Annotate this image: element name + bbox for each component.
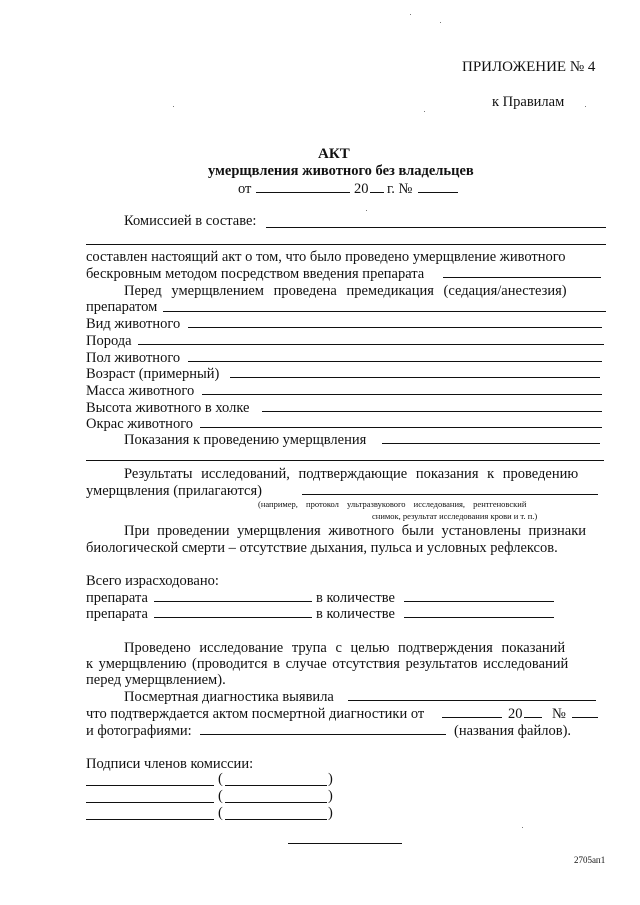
signature-line-1[interactable] [86, 785, 214, 786]
date-year: 20 [354, 181, 369, 197]
confirmed-number-blank[interactable] [572, 717, 598, 718]
autopsy-text-1: Проведено исследование трупа с целью подтверждения показаний [124, 640, 566, 656]
indications-blank-1[interactable] [382, 443, 600, 444]
drug-label-1: препарата [86, 590, 148, 606]
weight-blank[interactable] [202, 394, 602, 395]
signature-name-line-2[interactable] [225, 802, 327, 803]
results-text-1: Результаты исследований, подтверждающие показания к проведению [124, 466, 579, 482]
compiled-text-1: составлен настоящий акт о том, что было проведено умерщвление животного [86, 249, 566, 265]
postmortem-blank[interactable] [348, 700, 596, 701]
signatures-label: Подписи членов комиссии: [86, 756, 254, 772]
postmortem-label: Посмертная диагностика выявила [124, 689, 334, 705]
drug-blank[interactable] [443, 277, 601, 278]
indications-label: Показания к проведению умерщвления [124, 432, 367, 448]
confirmed-prefix: что подтверждается актом посмертной диагностики от [86, 706, 425, 722]
signature-name-open-2: ( [218, 788, 223, 804]
confirmed-year: 20 [508, 706, 523, 722]
drug-name-blank-1[interactable] [154, 601, 312, 602]
age-label: Возраст (примерный) [86, 366, 220, 382]
height-label: Высота животного в холке [86, 400, 250, 416]
scan-speck [585, 106, 586, 107]
doc-title: АКТ [318, 146, 350, 162]
sex-label: Пол животного [86, 350, 181, 366]
breed-label: Порода [86, 333, 132, 349]
drug-name-blank-2[interactable] [154, 617, 312, 618]
scan-speck [440, 22, 441, 23]
results-blank[interactable] [302, 494, 598, 495]
photos-label: и фотографиями: [86, 723, 192, 739]
quantity-blank-2[interactable] [404, 617, 554, 618]
results-text-2: умерщвления (прилагаются) [86, 483, 262, 499]
weight-label: Масса животного [86, 383, 195, 399]
signature-name-line-3[interactable] [225, 819, 327, 820]
breed-blank[interactable] [138, 344, 604, 345]
appendix-number: ПРИЛОЖЕНИЕ № 4 [462, 59, 596, 75]
commission-blank-1[interactable] [266, 227, 606, 228]
confirmed-number-label: № [552, 706, 566, 722]
scan-speck [522, 827, 523, 828]
date-day-month-blank[interactable] [256, 192, 350, 193]
premed-label: Перед умерщвлением проведена премедикация (седация/анестезия) [124, 283, 567, 299]
indications-blank-2[interactable] [86, 460, 604, 461]
sex-blank[interactable] [188, 361, 602, 362]
scan-speck [366, 210, 367, 211]
premed-drug-blank[interactable] [163, 311, 606, 312]
total-used-label: Всего израсходовано: [86, 573, 219, 589]
signature-name-close-2: ) [328, 788, 333, 804]
date-number-prefix: г. № [387, 181, 413, 197]
confirmed-date-blank[interactable] [442, 717, 502, 718]
age-blank[interactable] [230, 377, 600, 378]
signature-line-3[interactable] [86, 819, 214, 820]
height-blank[interactable] [262, 411, 602, 412]
death-signs-2: биологической смерти – отсутствие дыхания, пульса и условных рефлексов. [86, 540, 558, 556]
premed-drug-label: препаратом [86, 299, 158, 315]
signature-line-2[interactable] [86, 802, 214, 803]
death-signs-1: При проведении умерщвления животного были установлены признаки [124, 523, 587, 539]
signature-name-close-3: ) [328, 805, 333, 821]
date-year-blank[interactable] [370, 192, 384, 193]
footer-code: 2705ап1 [574, 855, 606, 865]
scan-speck [424, 111, 425, 112]
animal-type-label: Вид животного [86, 316, 181, 332]
color-blank[interactable] [200, 427, 602, 428]
scan-speck [410, 14, 411, 15]
photos-note: (названия файлов). [454, 723, 572, 739]
quantity-blank-1[interactable] [404, 601, 554, 602]
date-prefix: от [238, 181, 252, 197]
commission-blank-2[interactable] [86, 244, 606, 245]
signature-name-close-1: ) [328, 771, 333, 787]
quantity-label-1: в количестве [316, 590, 395, 606]
confirmed-year-blank[interactable] [524, 717, 542, 718]
quantity-label-2: в количестве [316, 606, 395, 622]
animal-type-blank[interactable] [188, 327, 602, 328]
compiled-text-2: бескровным методом посредством введения препарата [86, 266, 425, 282]
act-number-blank[interactable] [418, 192, 458, 193]
doc-subtitle: умерщвления животного без владельцев [208, 163, 474, 179]
results-note-2: снимок, результат исследования крови и т. п.) [372, 511, 538, 521]
color-label: Окрас животного [86, 416, 194, 432]
results-note-1: (например, протокол ультразвукового исследования, рентгеновский [258, 499, 527, 509]
end-rule [288, 843, 402, 844]
autopsy-text-3: перед умерщвлением). [86, 672, 226, 688]
autopsy-text-2: к умерщвлению (проводится в случае отсутствия результатов исследований [86, 656, 569, 672]
signature-name-open-1: ( [218, 771, 223, 787]
to-rules-label: к Правилам [492, 94, 565, 110]
commission-label: Комиссией в составе: [124, 213, 257, 229]
photos-blank[interactable] [200, 734, 446, 735]
drug-label-2: препарата [86, 606, 148, 622]
signature-name-open-3: ( [218, 805, 223, 821]
signature-name-line-1[interactable] [225, 785, 327, 786]
scan-speck [173, 106, 174, 107]
